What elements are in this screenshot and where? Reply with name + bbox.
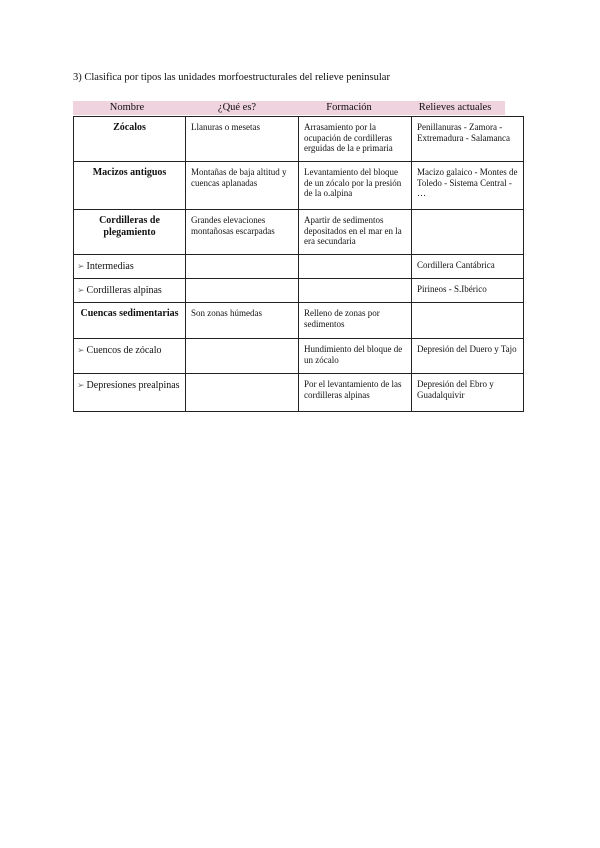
row-relieves: Depresión del Duero y Tajo — [412, 339, 524, 374]
row-relieves — [412, 210, 524, 255]
row-formacion — [299, 255, 412, 279]
row-que-es — [186, 279, 299, 303]
table-row — [74, 279, 524, 303]
row-formacion: Por el levantamiento de las cordilleras alpinas — [299, 374, 412, 412]
row-name: Cuencas sedimentarias — [74, 303, 186, 339]
row-que-es — [186, 255, 299, 279]
row-name: Cordilleras alpinas — [86, 285, 162, 296]
row-name: Depresiones prealpinas — [86, 380, 180, 391]
question-text: 3) Clasifica por tipos las unidades morfoestructurales del relieve peninsular — [73, 72, 390, 83]
row-name-cell — [74, 255, 186, 279]
header-que-es: ¿Qué es? — [217, 102, 257, 113]
header-nombre: Nombre — [109, 102, 145, 113]
row-name: Macizos antiguos — [74, 162, 186, 210]
table-row — [74, 255, 524, 279]
relief-units-table — [73, 116, 524, 412]
header-formacion: Formación — [326, 102, 372, 113]
row-name: Intermedias — [86, 261, 134, 272]
row-que-es — [186, 374, 299, 412]
row-name: Zócalos — [74, 117, 186, 162]
row-formacion: Relleno de zonas por sedimentos — [299, 303, 412, 339]
row-formacion — [299, 279, 412, 303]
row-name-cell — [74, 279, 186, 303]
row-relieves: Pirineos - S.Ibérico — [412, 279, 524, 303]
table-row — [74, 210, 524, 255]
row-relieves: Depresión del Ebro y Guadalquivir — [412, 374, 524, 412]
row-que-es: Son zonas húmedas — [186, 303, 299, 339]
row-relieves: Cordillera Cantábrica — [412, 255, 524, 279]
row-name-cell — [74, 339, 186, 374]
row-name-cell — [74, 374, 186, 412]
row-formacion: Apartir de sedimentos depositados en el mar en la era secundaria — [299, 210, 412, 255]
table-row — [74, 374, 524, 412]
row-relieves: Penillanuras - Zamora - Extremadura - Salamanca — [412, 117, 524, 162]
header-relieves-actuales: Relieves actuales — [418, 102, 492, 113]
arrow-bullet-icon: ➢ — [77, 285, 85, 295]
arrow-bullet-icon: ➢ — [77, 345, 85, 355]
row-que-es: Grandes elevaciones montañosas escarpadas — [186, 210, 299, 255]
table-header-bar — [73, 101, 505, 115]
row-formacion: Hundimiento del bloque de un zócalo — [299, 339, 412, 374]
row-formacion: Levantamiento del bloque de un zócalo por la presión de la o.alpina — [299, 162, 412, 210]
table-row — [74, 339, 524, 374]
row-relieves: Macizo galaico - Montes de Toledo - Sistema Central - … — [412, 162, 524, 210]
row-relieves — [412, 303, 524, 339]
row-que-es — [186, 339, 299, 374]
table-row — [74, 162, 524, 210]
arrow-bullet-icon: ➢ — [77, 380, 85, 390]
row-name: Cuencos de zócalo — [86, 345, 162, 356]
table-row — [74, 303, 524, 339]
row-que-es: Montañas de baja altitud y cuencas aplanadas — [186, 162, 299, 210]
row-que-es: Llanuras o mesetas — [186, 117, 299, 162]
arrow-bullet-icon: ➢ — [77, 261, 85, 271]
row-formacion: Arrasamiento por la ocupación de cordilleras erguidas de la e primaria — [299, 117, 412, 162]
row-name: Cordilleras de plegamiento — [74, 210, 186, 255]
table-row — [74, 117, 524, 162]
